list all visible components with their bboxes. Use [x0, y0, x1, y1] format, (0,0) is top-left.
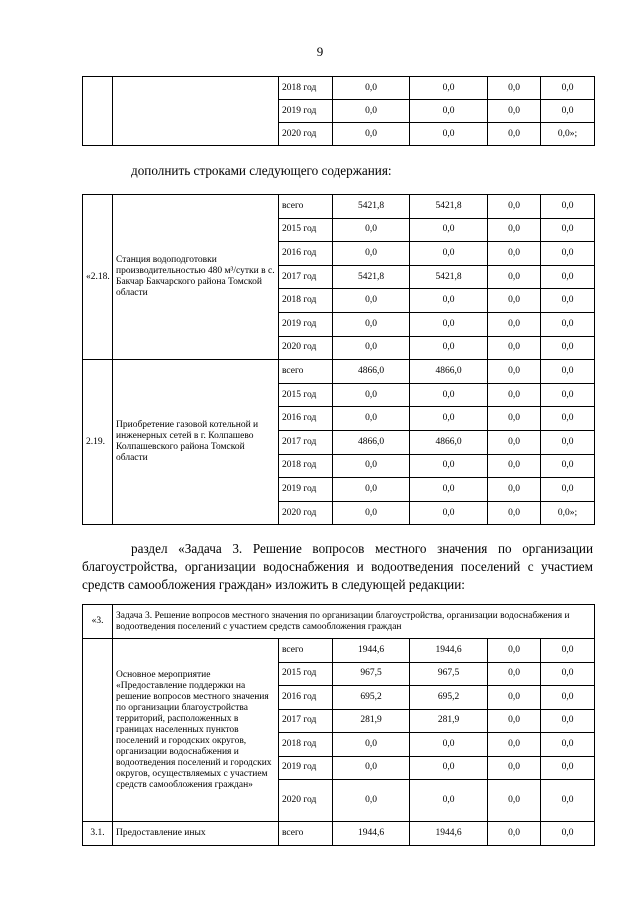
year-cell: 2018 год [279, 733, 333, 757]
value-cell: 0,0 [541, 336, 595, 360]
year-cell: 2015 год [279, 383, 333, 407]
year-cell: всего [279, 639, 333, 663]
value-cell: 0,0 [333, 218, 410, 242]
value-cell: 0,0 [541, 780, 595, 822]
value-cell: 0,0 [410, 501, 488, 525]
value-cell: 0,0 [541, 686, 595, 710]
value-cell: 4866,0 [410, 430, 488, 454]
value-cell: 0,0 [488, 265, 541, 289]
year-cell: 2018 год [279, 289, 333, 313]
page-number: 9 [316, 44, 324, 59]
value-cell: 0,0 [541, 77, 595, 100]
value-cell: 0,0 [488, 123, 541, 146]
value-cell: 0,0 [541, 430, 595, 454]
value-cell: 281,9 [410, 709, 488, 733]
value-cell: 0,0 [410, 407, 488, 431]
value-cell: 0,0 [488, 218, 541, 242]
value-cell: 0,0 [541, 100, 595, 123]
number-cell [83, 77, 113, 146]
value-cell: 1944,6 [410, 822, 488, 846]
item-number-cell: 2.19. [83, 360, 113, 525]
value-cell: 1944,6 [333, 822, 410, 846]
value-cell: 0,0 [333, 312, 410, 336]
value-cell: 0,0 [488, 312, 541, 336]
value-cell: 0,0 [541, 639, 595, 663]
table-continuation [82, 76, 595, 146]
value-cell: 0,0 [541, 289, 595, 313]
value-cell: 0,0 [410, 780, 488, 822]
value-cell: 0,0 [488, 77, 541, 100]
value-cell: 0,0 [333, 454, 410, 478]
task-title-cell: Задача 3. Решение вопросов местного значения по организации благоустройства, организации водоснабжения и водоотведения поселений с участием средств самообложения граждан [113, 605, 595, 639]
value-cell: 0,0 [488, 478, 541, 502]
value-cell: 0,0 [541, 407, 595, 431]
value-cell: 0,0 [410, 756, 488, 780]
table-row [83, 360, 595, 384]
year-cell: 2020 год [279, 501, 333, 525]
value-cell: 0,0 [333, 407, 410, 431]
value-cell: 0,0 [333, 289, 410, 313]
item-name-cell: Станция водоподготовки производительностью 480 м³/сутки в с. Бакчар Бакчарского района Томской области [113, 195, 279, 360]
value-cell: 5421,8 [333, 265, 410, 289]
value-cell: 0,0 [410, 336, 488, 360]
main-number-cell [83, 639, 113, 822]
value-cell: 0,0 [488, 454, 541, 478]
year-cell: 2017 год [279, 709, 333, 733]
task-header-row [83, 605, 595, 639]
value-cell: 0,0 [541, 360, 595, 384]
value-cell: 0,0 [488, 289, 541, 313]
value-cell: 0,0 [488, 336, 541, 360]
value-cell: 0,0 [488, 709, 541, 733]
value-cell: 0,0 [541, 312, 595, 336]
value-cell: 0,0 [488, 100, 541, 123]
value-cell: 0,0 [333, 336, 410, 360]
value-cell: 0,0 [333, 383, 410, 407]
table-row [83, 639, 595, 663]
year-cell: 2020 год [279, 123, 333, 146]
value-cell: 281,9 [333, 709, 410, 733]
value-cell: 0,0 [488, 662, 541, 686]
value-cell: 0,0 [541, 756, 595, 780]
value-cell: 0,0 [488, 407, 541, 431]
year-cell: всего [279, 822, 333, 846]
value-cell: 0,0»; [541, 123, 595, 146]
year-cell: 2020 год [279, 336, 333, 360]
value-cell: 0,0 [488, 242, 541, 266]
value-cell: 5421,8 [333, 195, 410, 219]
year-cell: 2018 год [279, 454, 333, 478]
value-cell: 0,0 [410, 454, 488, 478]
value-cell: 0,0 [410, 77, 488, 100]
instruction-add-rows: дополнить строками следующего содержания: [131, 163, 392, 178]
year-cell: 2017 год [279, 265, 333, 289]
year-cell: 2019 год [279, 312, 333, 336]
table-added-rows [82, 194, 595, 525]
value-cell: 0,0 [410, 123, 488, 146]
main-activity-name-cell: Основное мероприятие «Предоставление поддержки на решение вопросов местного значения по организации благоустройства территорий, расположенных в границах населенных пунктов поселений и городских округов, организации водоснабжения и водоотведения поселений и городских округов, осуществляемых с участием средств самообложения граждан» [113, 639, 279, 822]
value-cell: 0,0 [333, 77, 410, 100]
value-cell: 5421,8 [410, 265, 488, 289]
value-cell: 967,5 [333, 662, 410, 686]
value-cell: 0,0 [333, 501, 410, 525]
value-cell: 0,0 [488, 780, 541, 822]
instruction-section-line-3: средств самообложения граждан» изложить в следующей редакции: [82, 577, 465, 592]
value-cell: 4866,0 [333, 360, 410, 384]
instruction-section-line-1: раздел «Задача 3. Решение вопросов местного значения по организации [131, 541, 593, 556]
value-cell: 0,0 [488, 639, 541, 663]
year-cell: 2015 год [279, 662, 333, 686]
value-cell: 1944,6 [410, 639, 488, 663]
value-cell: 4866,0 [410, 360, 488, 384]
value-cell: 0,0 [410, 218, 488, 242]
year-cell: всего [279, 360, 333, 384]
value-cell: 967,5 [410, 662, 488, 686]
value-cell: 0,0 [541, 662, 595, 686]
year-cell: 2016 год [279, 686, 333, 710]
value-cell: 0,0 [541, 822, 595, 846]
year-cell: 2016 год [279, 407, 333, 431]
table-task-3 [82, 604, 595, 846]
value-cell: 0,0 [410, 289, 488, 313]
value-cell: 4866,0 [333, 430, 410, 454]
value-cell: 0,0 [333, 242, 410, 266]
value-cell: 695,2 [333, 686, 410, 710]
item-name-cell: Приобретение газовой котельной и инженерных сетей в г. Колпашево Колпашевского района Томской области [113, 360, 279, 525]
value-cell: 0,0 [488, 430, 541, 454]
value-cell: 0,0 [541, 733, 595, 757]
value-cell: 5421,8 [410, 195, 488, 219]
year-cell: 2018 год [279, 77, 333, 100]
value-cell: 0,0 [541, 709, 595, 733]
value-cell: 0,0 [410, 383, 488, 407]
year-cell: всего [279, 195, 333, 219]
value-cell: 0,0 [333, 756, 410, 780]
value-cell: 0,0»; [541, 501, 595, 525]
value-cell: 0,0 [488, 360, 541, 384]
value-cell: 0,0 [333, 780, 410, 822]
value-cell: 0,0 [488, 195, 541, 219]
value-cell: 0,0 [541, 195, 595, 219]
value-cell: 0,0 [410, 733, 488, 757]
item-number-cell: «2.18. [83, 195, 113, 360]
value-cell: 0,0 [410, 312, 488, 336]
year-cell: 2015 год [279, 218, 333, 242]
value-cell: 0,0 [541, 242, 595, 266]
value-cell: 0,0 [333, 100, 410, 123]
value-cell: 0,0 [541, 478, 595, 502]
task-number-cell: «3. [83, 605, 113, 639]
value-cell: 0,0 [541, 265, 595, 289]
value-cell: 695,2 [410, 686, 488, 710]
value-cell: 0,0 [410, 100, 488, 123]
value-cell: 0,0 [488, 501, 541, 525]
value-cell: 0,0 [333, 478, 410, 502]
value-cell: 0,0 [333, 123, 410, 146]
value-cell: 0,0 [410, 242, 488, 266]
year-cell: 2016 год [279, 242, 333, 266]
year-cell: 2019 год [279, 478, 333, 502]
table-row [83, 822, 595, 846]
value-cell: 0,0 [488, 822, 541, 846]
instruction-section-line-2: благоустройства, организации водоснабжения и водоотведения поселений с участием [82, 559, 593, 574]
value-cell: 0,0 [488, 383, 541, 407]
item-number-cell: 3.1. [83, 822, 113, 846]
item-name-cell: Предоставление иных [113, 822, 279, 846]
value-cell: 0,0 [333, 733, 410, 757]
value-cell: 0,0 [541, 383, 595, 407]
table-row [83, 77, 595, 100]
value-cell: 0,0 [488, 733, 541, 757]
value-cell: 0,0 [541, 218, 595, 242]
year-cell: 2020 год [279, 780, 333, 822]
year-cell: 2017 год [279, 430, 333, 454]
table-row [83, 195, 595, 219]
value-cell: 0,0 [488, 756, 541, 780]
value-cell: 0,0 [488, 686, 541, 710]
year-cell: 2019 год [279, 756, 333, 780]
name-cell [113, 77, 279, 146]
value-cell: 1944,6 [333, 639, 410, 663]
year-cell: 2019 год [279, 100, 333, 123]
value-cell: 0,0 [541, 454, 595, 478]
value-cell: 0,0 [410, 478, 488, 502]
